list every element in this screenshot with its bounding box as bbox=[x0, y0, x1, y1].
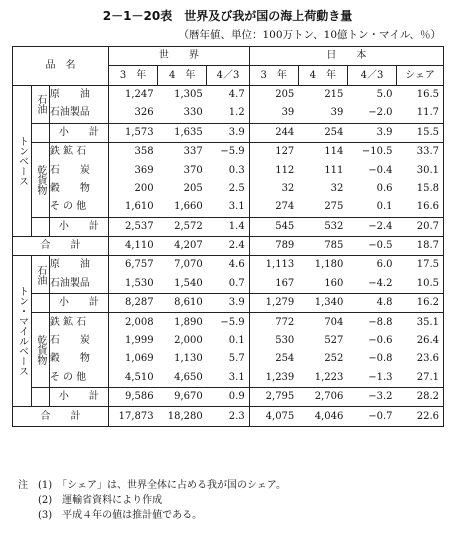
cell: 1,610 bbox=[124, 201, 154, 213]
section-label-ton: トンベース bbox=[16, 135, 28, 186]
cell: 112 bbox=[275, 164, 295, 176]
cell: 3.1 bbox=[207, 198, 249, 217]
header-japan: 日 本 bbox=[249, 47, 443, 66]
cell: −0.5 bbox=[347, 236, 396, 255]
cell: 32 bbox=[281, 182, 295, 194]
row-label: そ の 他 bbox=[49, 369, 108, 388]
cell: 2,537 bbox=[109, 217, 158, 236]
cell: 527 bbox=[324, 335, 344, 347]
cell: −8.8 bbox=[347, 313, 396, 332]
footnotes bbox=[18, 478, 286, 523]
cell: 4,110 bbox=[109, 236, 158, 255]
cell: 1,113 bbox=[249, 256, 298, 275]
cell: 1,540 bbox=[174, 277, 203, 289]
header-world: 世 界 bbox=[109, 47, 250, 66]
cell: 2,000 bbox=[174, 335, 203, 347]
cell: 0.6 bbox=[376, 182, 393, 194]
cell: 205 bbox=[183, 182, 203, 194]
cell: −5.9 bbox=[207, 142, 249, 161]
cell: 358 bbox=[109, 142, 158, 161]
cell: 254 bbox=[275, 353, 295, 365]
cell: 1.4 bbox=[207, 217, 249, 236]
cell: 1,180 bbox=[298, 256, 347, 275]
cell: 30.1 bbox=[397, 161, 444, 179]
section-label-tonmile: トン・マイルベース bbox=[16, 286, 28, 377]
cell: 3.9 bbox=[347, 123, 396, 142]
row-label: そ の 他 bbox=[49, 198, 108, 217]
cell: 2,795 bbox=[249, 388, 298, 407]
cell: 1,069 bbox=[124, 353, 154, 365]
cell: 16.2 bbox=[397, 294, 444, 313]
cell: 4,510 bbox=[124, 371, 154, 383]
cell: 17.5 bbox=[397, 256, 444, 275]
cell: 127 bbox=[249, 142, 298, 161]
cell: 6,757 bbox=[109, 256, 158, 275]
row-label: 鉄 鉱 石 bbox=[49, 142, 108, 161]
cell: 2,008 bbox=[109, 313, 158, 332]
cell: 1,340 bbox=[298, 294, 347, 313]
header-japan-y3: 3 年 bbox=[249, 66, 298, 85]
cell: 20.7 bbox=[397, 217, 444, 236]
group-label-oil: 石油 bbox=[34, 264, 46, 285]
row-label-total: 合 計 bbox=[13, 236, 109, 255]
cell: −0.7 bbox=[347, 407, 396, 426]
cell: −0.4 bbox=[368, 164, 393, 176]
cell: 785 bbox=[298, 236, 347, 255]
cell: 2,572 bbox=[158, 217, 207, 236]
header-world-ratio: 4／3 bbox=[207, 66, 249, 85]
cell: 326 bbox=[134, 107, 154, 119]
cell: −3.2 bbox=[347, 388, 396, 407]
cell: 1,573 bbox=[109, 123, 158, 142]
cell: 22.6 bbox=[397, 407, 444, 426]
row-label: 石油製品 bbox=[49, 104, 108, 123]
cell: 1,130 bbox=[174, 353, 203, 365]
cell: 7,070 bbox=[158, 256, 207, 275]
cell: 2.5 bbox=[207, 180, 249, 198]
cell: 1,999 bbox=[124, 335, 154, 347]
cell: 8,610 bbox=[158, 294, 207, 313]
table-subtitle: （暦年値、単位：100万トン、10億トン・マイル、％） bbox=[178, 29, 441, 41]
cell: 4,046 bbox=[298, 407, 347, 426]
cell: 4,075 bbox=[249, 407, 298, 426]
cell: 16.5 bbox=[397, 85, 444, 104]
cell: 2.3 bbox=[207, 407, 249, 426]
cell: 200 bbox=[134, 182, 154, 194]
cell: 9,670 bbox=[158, 388, 207, 407]
cell: 11.7 bbox=[397, 104, 444, 123]
cell: 5.7 bbox=[207, 350, 249, 368]
header-world-y3: 3 年 bbox=[109, 66, 158, 85]
cell: 337 bbox=[158, 142, 207, 161]
cell: 10.5 bbox=[397, 275, 444, 294]
cell: 4,207 bbox=[158, 236, 207, 255]
cell: 244 bbox=[249, 123, 298, 142]
cell: 4,650 bbox=[174, 371, 203, 383]
cell: 4.6 bbox=[207, 256, 249, 275]
cell: 254 bbox=[298, 123, 347, 142]
cell: 1,890 bbox=[158, 313, 207, 332]
cell: 160 bbox=[324, 277, 344, 289]
cell: 1,279 bbox=[249, 294, 298, 313]
cell: 39 bbox=[330, 107, 344, 119]
row-label: 穀 物 bbox=[49, 350, 108, 368]
cell: 370 bbox=[183, 164, 203, 176]
cell: 530 bbox=[275, 335, 295, 347]
cell: 3.9 bbox=[207, 294, 249, 313]
cell: 1.2 bbox=[207, 104, 249, 123]
cell: −2.4 bbox=[347, 217, 396, 236]
footnote: 注 (1) 「シェア」は、世界全体に占める我が国のシェア。 bbox=[18, 480, 286, 491]
cell: 330 bbox=[183, 107, 203, 119]
cell: 5.0 bbox=[347, 85, 396, 104]
cell: 1,635 bbox=[158, 123, 207, 142]
cell: 369 bbox=[134, 164, 154, 176]
cell: 1,247 bbox=[109, 85, 158, 104]
row-label-total: 合 計 bbox=[13, 407, 109, 426]
group-label-oil: 石油 bbox=[34, 94, 46, 115]
cell: −5.9 bbox=[207, 313, 249, 332]
cell: 28.2 bbox=[397, 388, 444, 407]
cell: 18,280 bbox=[158, 407, 207, 426]
cell: −1.3 bbox=[368, 371, 393, 383]
header-share: シェア bbox=[397, 66, 444, 85]
cell: 15.5 bbox=[397, 123, 444, 142]
cell: 39 bbox=[281, 107, 295, 119]
cell: 23.6 bbox=[397, 350, 444, 368]
cell: 532 bbox=[298, 217, 347, 236]
cell: 1,239 bbox=[265, 371, 295, 383]
cell: 704 bbox=[298, 313, 347, 332]
cell: 0.3 bbox=[207, 161, 249, 179]
cell: 1,223 bbox=[314, 371, 344, 383]
cell: 0.9 bbox=[207, 388, 249, 407]
header-world-y4: 4 年 bbox=[158, 66, 207, 85]
cell: 789 bbox=[249, 236, 298, 255]
cell: −4.2 bbox=[368, 277, 393, 289]
group-label-dry: 乾貨物 bbox=[34, 164, 46, 195]
cell: −0.6 bbox=[368, 335, 393, 347]
row-label: 小 計 bbox=[49, 294, 108, 313]
row-label: 石油製品 bbox=[49, 275, 108, 294]
cell: 545 bbox=[249, 217, 298, 236]
row-label: 原 油 bbox=[49, 256, 108, 275]
footnote: (3) 平成４年の値は推計値である。 bbox=[18, 510, 203, 521]
cell: 9,586 bbox=[109, 388, 158, 407]
table-title: 2－1－20表 世界及び我が国の海上荷動き量 bbox=[102, 9, 353, 23]
cell: 33.7 bbox=[397, 142, 444, 161]
cell: 6.0 bbox=[347, 256, 396, 275]
cell: 8,287 bbox=[109, 294, 158, 313]
cell: 16.6 bbox=[397, 198, 444, 217]
cell: 18.7 bbox=[397, 236, 444, 255]
row-label: 小 計 bbox=[49, 123, 108, 142]
cell: 0.7 bbox=[207, 275, 249, 294]
cell: 0.1 bbox=[207, 332, 249, 350]
cell: 114 bbox=[298, 142, 347, 161]
row-label: 小 計 bbox=[49, 217, 108, 236]
cell: 0.1 bbox=[376, 201, 393, 213]
cell: 4.7 bbox=[207, 85, 249, 104]
cell: 167 bbox=[275, 277, 295, 289]
header-japan-y4: 4 年 bbox=[298, 66, 347, 85]
cell: 4.8 bbox=[347, 294, 396, 313]
cell: 3.1 bbox=[207, 369, 249, 388]
cell: −10.5 bbox=[347, 142, 396, 161]
cell: 1,530 bbox=[124, 277, 154, 289]
cell: 32 bbox=[330, 182, 344, 194]
cell: 215 bbox=[298, 85, 347, 104]
row-label: 穀 物 bbox=[49, 180, 108, 198]
cell: 27.1 bbox=[397, 369, 444, 388]
cell: 205 bbox=[249, 85, 298, 104]
cell: 274 bbox=[275, 201, 295, 213]
cell: 2,706 bbox=[298, 388, 347, 407]
cell: 1,305 bbox=[158, 85, 207, 104]
cell: 35.1 bbox=[397, 313, 444, 332]
row-label: 鉄 鉱 石 bbox=[49, 313, 108, 332]
header-item: 品 名 bbox=[13, 47, 109, 86]
cell: 2.4 bbox=[207, 236, 249, 255]
group-label-dry: 乾貨物 bbox=[34, 335, 46, 366]
footnote: (2) 運輸省資料により作成 bbox=[18, 495, 163, 506]
cell: 26.4 bbox=[397, 332, 444, 350]
cell: −0.8 bbox=[368, 353, 393, 365]
shipping-table bbox=[12, 46, 444, 427]
row-label: 石 炭 bbox=[49, 161, 108, 179]
cell: 275 bbox=[324, 201, 344, 213]
cell: 772 bbox=[249, 313, 298, 332]
row-label: 小 計 bbox=[49, 388, 108, 407]
cell: 17,873 bbox=[109, 407, 158, 426]
cell: 252 bbox=[324, 353, 344, 365]
header-japan-ratio: 4／3 bbox=[347, 66, 396, 85]
cell: 1,660 bbox=[174, 201, 203, 213]
row-label: 原 油 bbox=[49, 85, 108, 104]
cell: 3.9 bbox=[207, 123, 249, 142]
cell: −2.0 bbox=[368, 107, 393, 119]
cell: 111 bbox=[324, 164, 344, 176]
cell: 15.8 bbox=[397, 180, 444, 198]
row-label: 石 炭 bbox=[49, 332, 108, 350]
